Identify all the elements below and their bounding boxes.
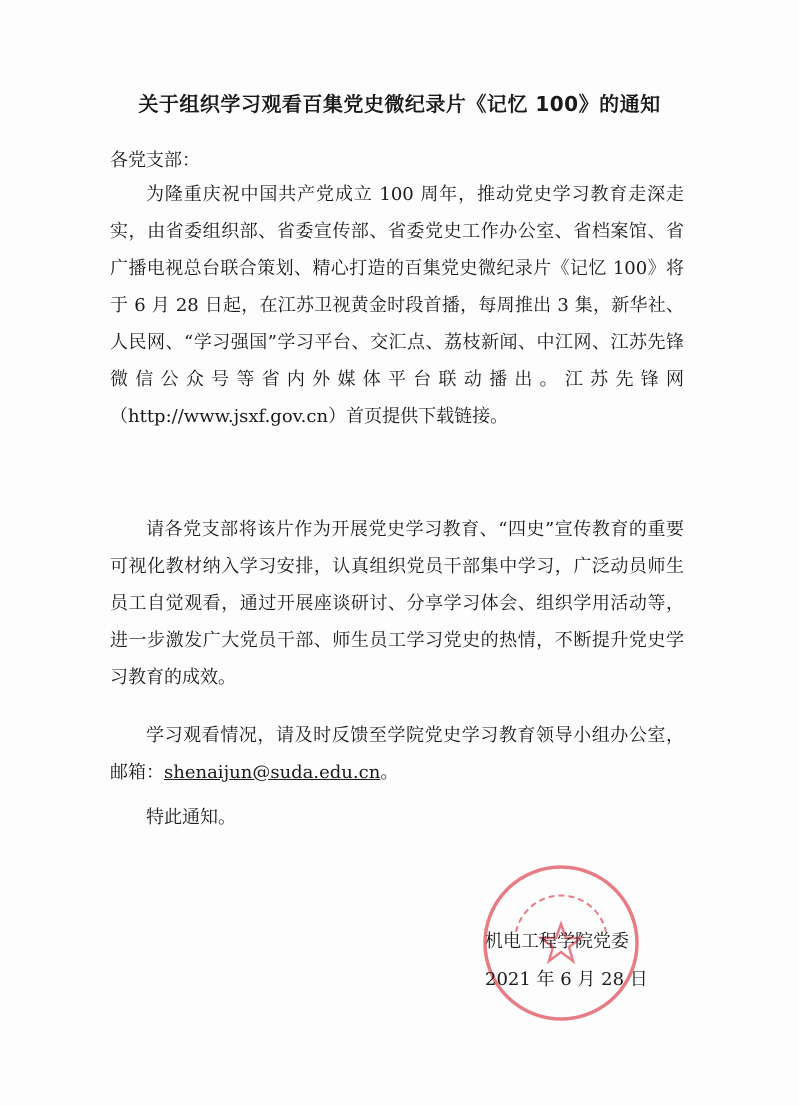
document-title: 关于组织学习观看百集党史微纪录片《记忆 100》的通知	[138, 92, 661, 116]
closing-line: 特此通知。	[146, 807, 236, 828]
signature-block	[485, 923, 648, 999]
feedback-text: 学习观看情况，请及时反馈至学院党史学习教育领导小组办公室，邮箱：	[110, 725, 684, 783]
signature-date: 2021 年 6 月 28 日	[485, 969, 648, 990]
paragraph-1: 为隆重庆祝中国共产党成立 100 周年，推动党史学习教育走深走实，由省委组织部、省委宣传部、省委党史工作办公室、省档案馆、省广播电视总台联合策划、精心打造的百集党史微纪录片《记忆 100》将于 6 月 28 日起，在江苏卫视黄金时段首播，每周推出 3 集，新华社、人民网、“学习强国”学习平台、交汇点、荔枝新闻、中江网、江苏先锋微信公众号等省内外媒体平台联动播出。江苏先锋网（http://www.jsxf.gov.cn）首页提供下载链接。	[110, 184, 684, 427]
feedback-end: 。	[380, 762, 399, 783]
email-link[interactable]: shenaijun@suda.edu.cn	[164, 762, 381, 783]
paragraph-2: 请各党支部将该片作为开展党史学习教育、“四史”宣传教育的重要可视化教材纳入学习安排，认真组织党员干部集中学习，广泛动员师生员工自觉观看，通过开展座谈研讨、分享学习体会、组织学用活动等，进一步激发广大党员干部、师生员工学习党史的热情，不断提升党史学习教育的成效。	[110, 519, 684, 688]
signature-organization: 机电工程学院党委	[485, 931, 629, 952]
salutation: 各党支部：	[110, 150, 200, 171]
feedback-paragraph	[110, 717, 684, 791]
